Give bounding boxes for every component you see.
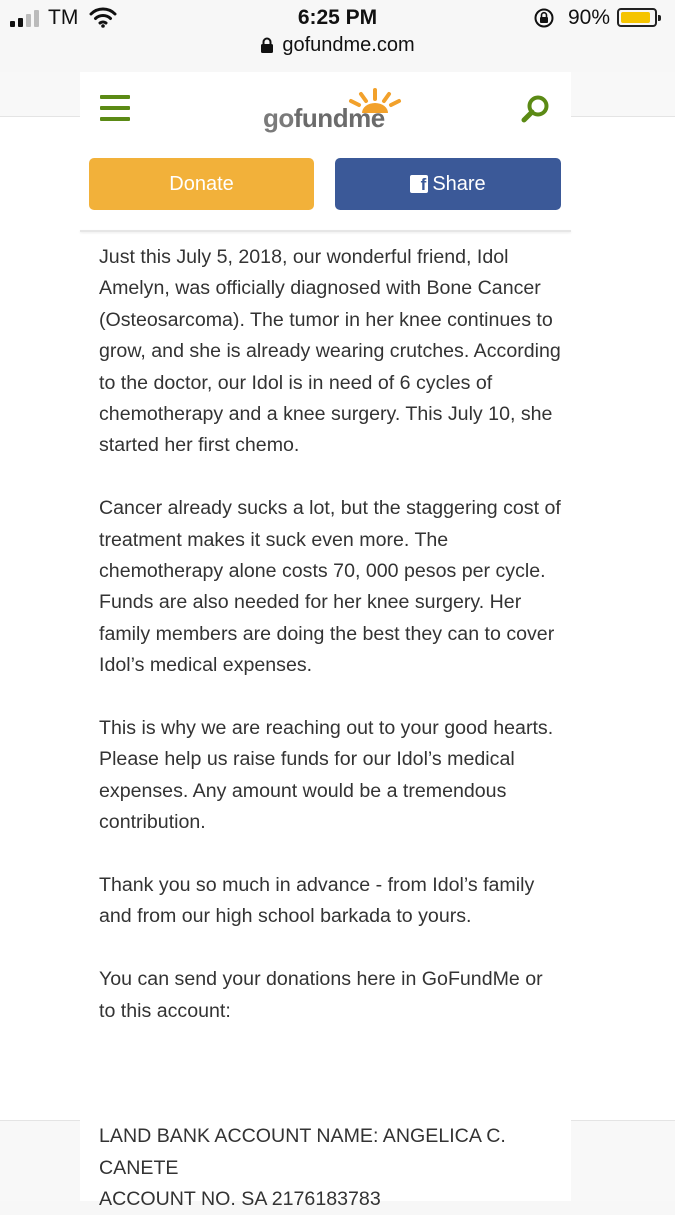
lock-icon (260, 37, 274, 54)
logo-text: gofundme (263, 103, 385, 133)
story-paragraph: Cancer already sucks a lot, but the staggering cost of treatment makes it suck even more. The chemotherapy alone costs 70, 000 pesos per cycle. Funds are also needed for her knee surgery. Her family members are doing the best they can to cover Idol’s medical expenses. (99, 497, 561, 677)
bank-account-details: LAND BANK ACCOUNT NAME: ANGELICA C. CANETE ACCOUNT NO. SA 2176183783 (99, 1125, 506, 1210)
story-paragraph: Just this July 5, 2018, our wonderful friend, Idol Amelyn, was officially diagnosed with Bone Cancer (Osteosarcoma). The tumor in her knee continues to grow, and she is already wearing crutches. According to the doctor, our Idol is in need of 6 cycles of chemotherapy and a knee surgery. This July 10, she started her first chemo. (99, 246, 561, 457)
site-header (80, 72, 571, 148)
carrier-name: TM (48, 6, 79, 29)
url-text: gofundme.com (282, 34, 415, 56)
page-margin-right (571, 72, 675, 117)
orientation-lock-icon (533, 7, 555, 29)
header-divider (80, 230, 571, 232)
campaign-story (99, 242, 561, 1215)
hamburger-menu-icon[interactable] (100, 95, 130, 121)
donate-button[interactable] (89, 158, 314, 210)
page-footer-margin-left (0, 1120, 80, 1201)
story-paragraph: Thank you so much in advance - from Idol’s family and from our high school barkada to yours. (99, 874, 535, 928)
share-button-label: Share (432, 172, 486, 195)
battery-icon (617, 8, 657, 27)
page-footer-margin-right (571, 1120, 675, 1201)
page-margin-left (0, 72, 80, 117)
facebook-share-button[interactable] (335, 158, 561, 210)
story-paragraph: This is why we are reaching out to your good hearts. Please help us raise funds for our Idol’s medical expenses. Any amount would be a tremendous contribution. (99, 717, 554, 834)
campaign-card (80, 72, 571, 1210)
gofundme-logo[interactable] (263, 86, 413, 134)
status-bar (0, 0, 675, 36)
donate-button-label: Donate (169, 172, 234, 195)
clock: 6:25 PM (297, 6, 378, 29)
facebook-icon: f (410, 175, 428, 193)
battery-percent: 90% (568, 6, 611, 29)
address-bar[interactable] (0, 34, 675, 62)
story-paragraph: You can send your donations here in GoFundMe or to this account: (99, 968, 543, 1022)
search-icon[interactable] (521, 94, 551, 124)
